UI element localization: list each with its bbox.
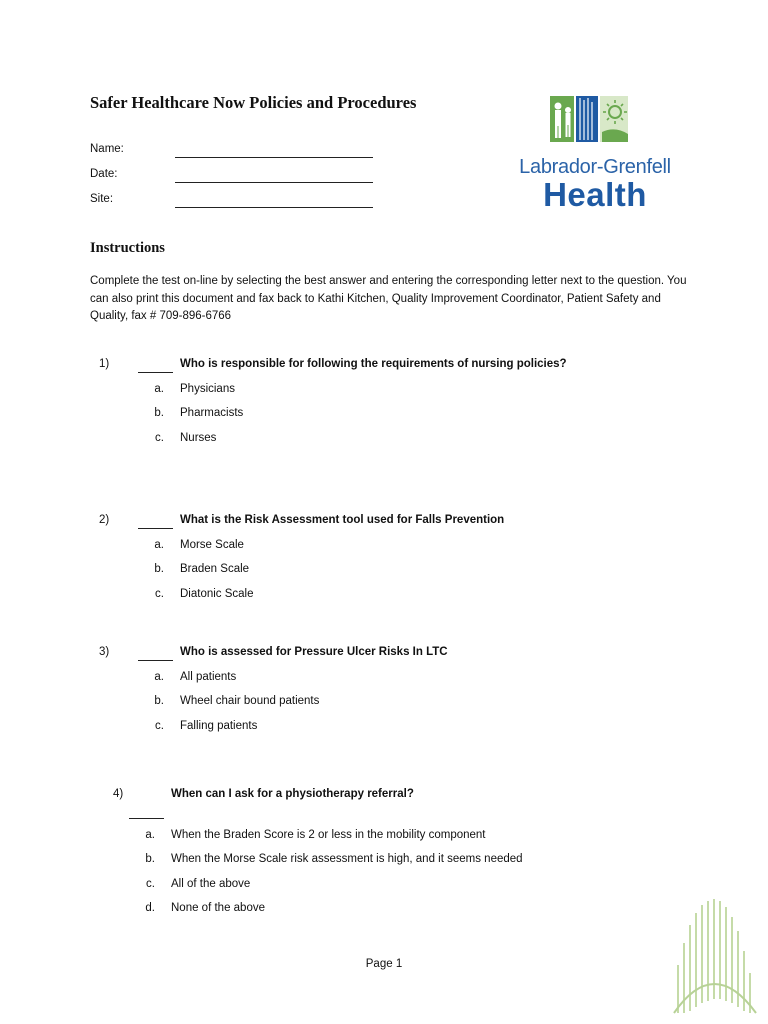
option-letter: a. — [145, 829, 155, 841]
option-text: All of the above — [171, 878, 251, 890]
option-text: Falling patients — [180, 720, 258, 732]
aurora-decoration — [670, 895, 760, 1015]
option-letter: b. — [154, 407, 164, 419]
option-letter: c. — [155, 720, 164, 732]
option-text: Braden Scale — [180, 563, 250, 575]
question-2-answer-blank[interactable] — [138, 528, 173, 529]
name-field[interactable] — [90, 143, 380, 163]
option-letter: c. — [155, 588, 164, 600]
option-text: When the Morse Scale risk assessment is high, and it seems needed — [171, 853, 523, 865]
option-letter: a. — [154, 671, 164, 683]
question-3-number: 3) — [99, 646, 110, 658]
question-4-text: When can I ask for a physiotherapy referral? — [171, 788, 414, 800]
option-text: Diatonic Scale — [180, 588, 254, 600]
option-text: Morse Scale — [180, 539, 244, 551]
option-text: Nurses — [180, 432, 217, 444]
option-text: Pharmacists — [180, 407, 244, 419]
page-title: Safer Healthcare Now Policies and Procedures — [90, 93, 417, 112]
option-text: Physicians — [180, 383, 235, 395]
question-2-number: 2) — [99, 514, 110, 526]
question-4-answer-blank[interactable] — [129, 818, 164, 819]
date-field[interactable] — [90, 168, 380, 188]
logo-line-1: Labrador-Grenfell — [519, 156, 671, 178]
question-3-answer-blank[interactable] — [138, 660, 173, 661]
date-label: Date: — [90, 168, 118, 180]
date-line — [175, 182, 373, 183]
site-label: Site: — [90, 193, 114, 205]
option-letter: b. — [145, 853, 155, 865]
option-text: When the Braden Score is 2 or less in the mobility component — [171, 829, 486, 841]
option-letter: a. — [154, 383, 164, 395]
site-line — [175, 207, 373, 208]
option-letter: b. — [154, 695, 164, 707]
option-text: All patients — [180, 671, 237, 683]
option-letter: d. — [145, 902, 155, 914]
option-letter: c. — [146, 878, 155, 890]
option-letter: b. — [154, 563, 164, 575]
question-3-text: Who is assessed for Pressure Ulcer Risks In LTC — [180, 646, 448, 658]
option-letter: a. — [154, 539, 164, 551]
question-4-number: 4) — [113, 788, 124, 800]
question-1-answer-blank[interactable] — [138, 372, 173, 373]
site-field[interactable] — [90, 193, 380, 213]
name-label: Name: — [90, 143, 124, 155]
question-2-text: What is the Risk Assessment tool used for Falls Prevention — [180, 514, 505, 526]
instructions-heading: Instructions — [90, 240, 165, 256]
option-text: None of the above — [171, 902, 265, 914]
question-1-text: Who is responsible for following the requirements of nursing policies? — [180, 358, 567, 370]
option-text: Wheel chair bound patients — [180, 695, 320, 707]
name-line — [175, 157, 373, 158]
instructions-text: Complete the test on-line by selecting the best answer and entering the corresponding letter next to the question. You can also print this document and fax back to Kathi Kitchen, Quality Improvement Coordinator, Patient Safety and Quality, fax # 709-896-6766 — [90, 275, 687, 322]
option-letter: c. — [155, 432, 164, 444]
logo-line-2: Health — [543, 176, 647, 213]
question-1-number: 1) — [99, 358, 110, 370]
page-number: Page 1 — [365, 958, 403, 970]
